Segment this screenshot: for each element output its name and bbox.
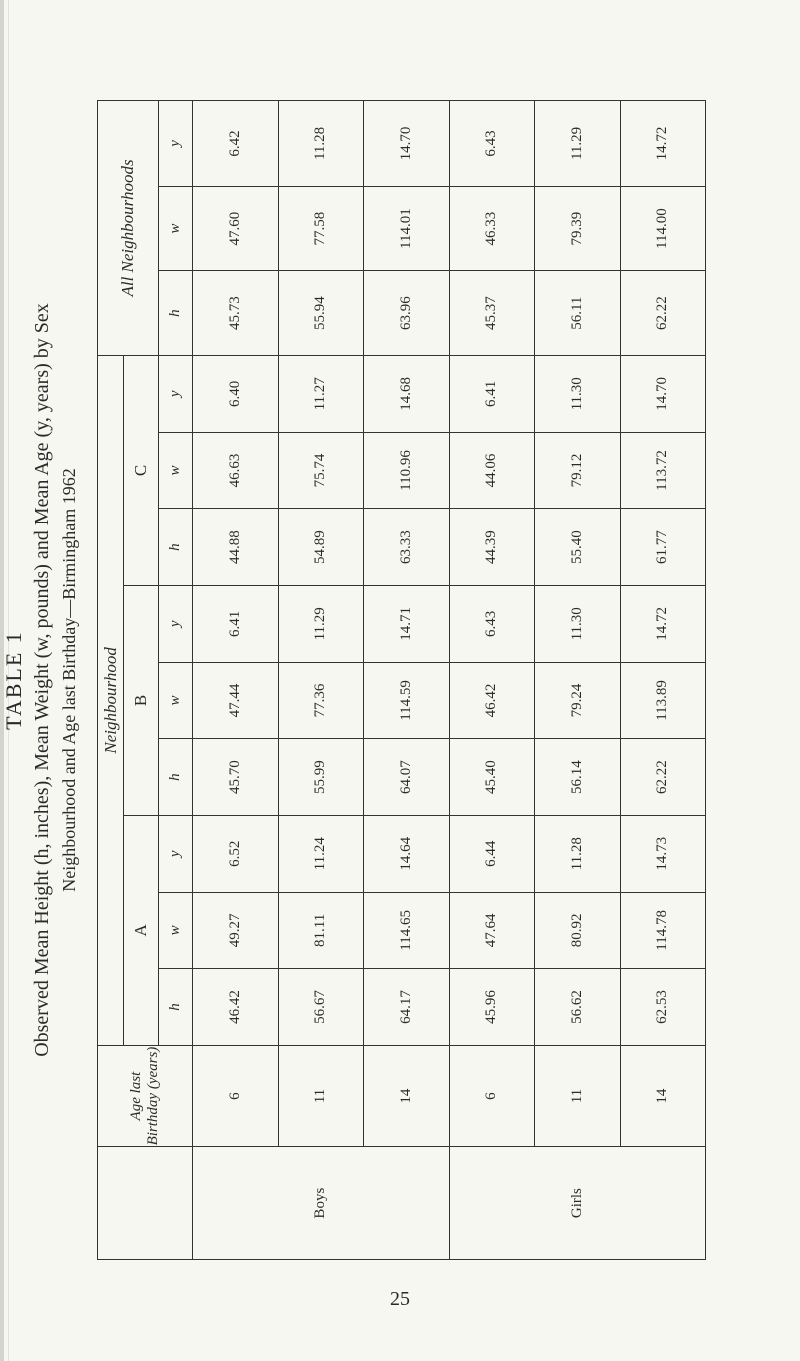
value-cell: 14.72 [620, 585, 706, 662]
value-cell: 77.36 [278, 662, 364, 739]
value-cell: 56.67 [278, 969, 364, 1046]
value-cell: 47.60 [193, 186, 279, 271]
sex-label-boys: Boys [193, 1147, 450, 1260]
col-y: y [159, 815, 193, 892]
value-cell: 14.73 [620, 815, 706, 892]
value-cell: 6.42 [193, 101, 279, 187]
value-cell: 114.01 [364, 186, 450, 271]
col-w: w [159, 432, 193, 509]
col-w: w [159, 892, 193, 969]
table-row [278, 101, 364, 1260]
value-cell: 6.41 [449, 355, 535, 432]
value-cell: 75.74 [278, 432, 364, 509]
table-row [364, 101, 450, 1260]
value-cell: 6.43 [449, 101, 535, 187]
value-cell: 49.27 [193, 892, 279, 969]
table-label: TABLE 1 [1, 630, 26, 730]
col-h: h [159, 739, 193, 816]
col-y: y [159, 355, 193, 432]
corner-cell [98, 1147, 193, 1260]
value-cell: 79.12 [535, 432, 621, 509]
value-cell: 80.92 [535, 892, 621, 969]
rotated-table-frame [97, 100, 706, 1260]
age-header: Age last Birthday (years) [98, 1045, 193, 1146]
value-cell: 11.24 [278, 815, 364, 892]
value-cell: 56.62 [535, 969, 621, 1046]
table-title-line-1: Observed Mean Height (h, inches), Mean Weight (w, pounds) and Mean Age (y, years) by Sex [31, 303, 53, 1057]
age-cell: 14 [620, 1045, 706, 1146]
table-container [97, 100, 706, 1260]
value-cell: 45.37 [449, 271, 535, 356]
col-h: h [159, 271, 193, 356]
col-w: w [159, 186, 193, 271]
value-cell: 11.29 [278, 585, 364, 662]
value-cell: 14.68 [364, 355, 450, 432]
value-cell: 46.63 [193, 432, 279, 509]
value-cell: 6.40 [193, 355, 279, 432]
value-cell: 81.11 [278, 892, 364, 969]
value-cell: 14.70 [620, 355, 706, 432]
value-cell: 14.70 [364, 101, 450, 187]
value-cell: 46.42 [449, 662, 535, 739]
table-row [535, 101, 621, 1260]
group-header-a: A [124, 815, 159, 1045]
value-cell: 44.06 [449, 432, 535, 509]
value-cell: 46.33 [449, 186, 535, 271]
value-cell: 45.96 [449, 969, 535, 1046]
value-cell: 47.64 [449, 892, 535, 969]
table-title-line-2: Neighbourhood and Age last Birthday—Birmingham 1962 [59, 468, 79, 892]
value-cell: 114.00 [620, 186, 706, 271]
col-w: w [159, 662, 193, 739]
value-cell: 11.28 [535, 815, 621, 892]
neighbourhood-header: Neighbourhood [98, 355, 124, 1045]
value-cell: 44.39 [449, 509, 535, 586]
value-cell: 6.44 [449, 815, 535, 892]
value-cell: 55.40 [535, 509, 621, 586]
value-cell: 6.41 [193, 585, 279, 662]
value-cell: 113.89 [620, 662, 706, 739]
table-row [193, 101, 279, 1260]
value-cell: 110.96 [364, 432, 450, 509]
value-cell: 77.58 [278, 186, 364, 271]
col-y: y [159, 585, 193, 662]
value-cell: 45.40 [449, 739, 535, 816]
col-y: y [159, 101, 193, 187]
value-cell: 63.33 [364, 509, 450, 586]
value-cell: 11.28 [278, 101, 364, 187]
value-cell: 61.77 [620, 509, 706, 586]
value-cell: 47.44 [193, 662, 279, 739]
value-cell: 113.72 [620, 432, 706, 509]
all-neighbourhoods-header: All Neighbourhoods [98, 101, 159, 356]
table-row [620, 101, 706, 1260]
value-cell: 114.78 [620, 892, 706, 969]
value-cell: 11.27 [278, 355, 364, 432]
data-table [97, 100, 706, 1260]
value-cell: 45.73 [193, 271, 279, 356]
value-cell: 79.39 [535, 186, 621, 271]
value-cell: 6.43 [449, 585, 535, 662]
value-cell: 63.96 [364, 271, 450, 356]
value-cell: 44.88 [193, 509, 279, 586]
value-cell: 46.42 [193, 969, 279, 1046]
value-cell: 114.59 [364, 662, 450, 739]
age-cell: 11 [278, 1045, 364, 1146]
value-cell: 62.53 [620, 969, 706, 1046]
page-number: 25 [390, 1288, 410, 1310]
value-cell: 64.17 [364, 969, 450, 1046]
value-cell: 11.30 [535, 355, 621, 432]
value-cell: 11.30 [535, 585, 621, 662]
value-cell: 14.72 [620, 101, 706, 187]
group-header-c: C [124, 355, 159, 585]
col-h: h [159, 969, 193, 1046]
value-cell: 56.14 [535, 739, 621, 816]
table-row [449, 101, 535, 1260]
age-cell: 6 [193, 1045, 279, 1146]
title-container [0, 240, 90, 1120]
rotated-title-block [0, 240, 90, 1120]
value-cell: 6.52 [193, 815, 279, 892]
value-cell: 55.94 [278, 271, 364, 356]
value-cell: 11.29 [535, 101, 621, 187]
col-h: h [159, 509, 193, 586]
value-cell: 56.11 [535, 271, 621, 356]
value-cell: 114.65 [364, 892, 450, 969]
sex-label-girls: Girls [449, 1147, 706, 1260]
age-cell: 11 [535, 1045, 621, 1146]
value-cell: 55.99 [278, 739, 364, 816]
value-cell: 14.64 [364, 815, 450, 892]
value-cell: 64.07 [364, 739, 450, 816]
age-cell: 14 [364, 1045, 450, 1146]
value-cell: 62.22 [620, 271, 706, 356]
value-cell: 62.22 [620, 739, 706, 816]
group-header-b: B [124, 585, 159, 815]
value-cell: 54.89 [278, 509, 364, 586]
value-cell: 14.71 [364, 585, 450, 662]
value-cell: 45.70 [193, 739, 279, 816]
age-cell: 6 [449, 1045, 535, 1146]
value-cell: 79.24 [535, 662, 621, 739]
